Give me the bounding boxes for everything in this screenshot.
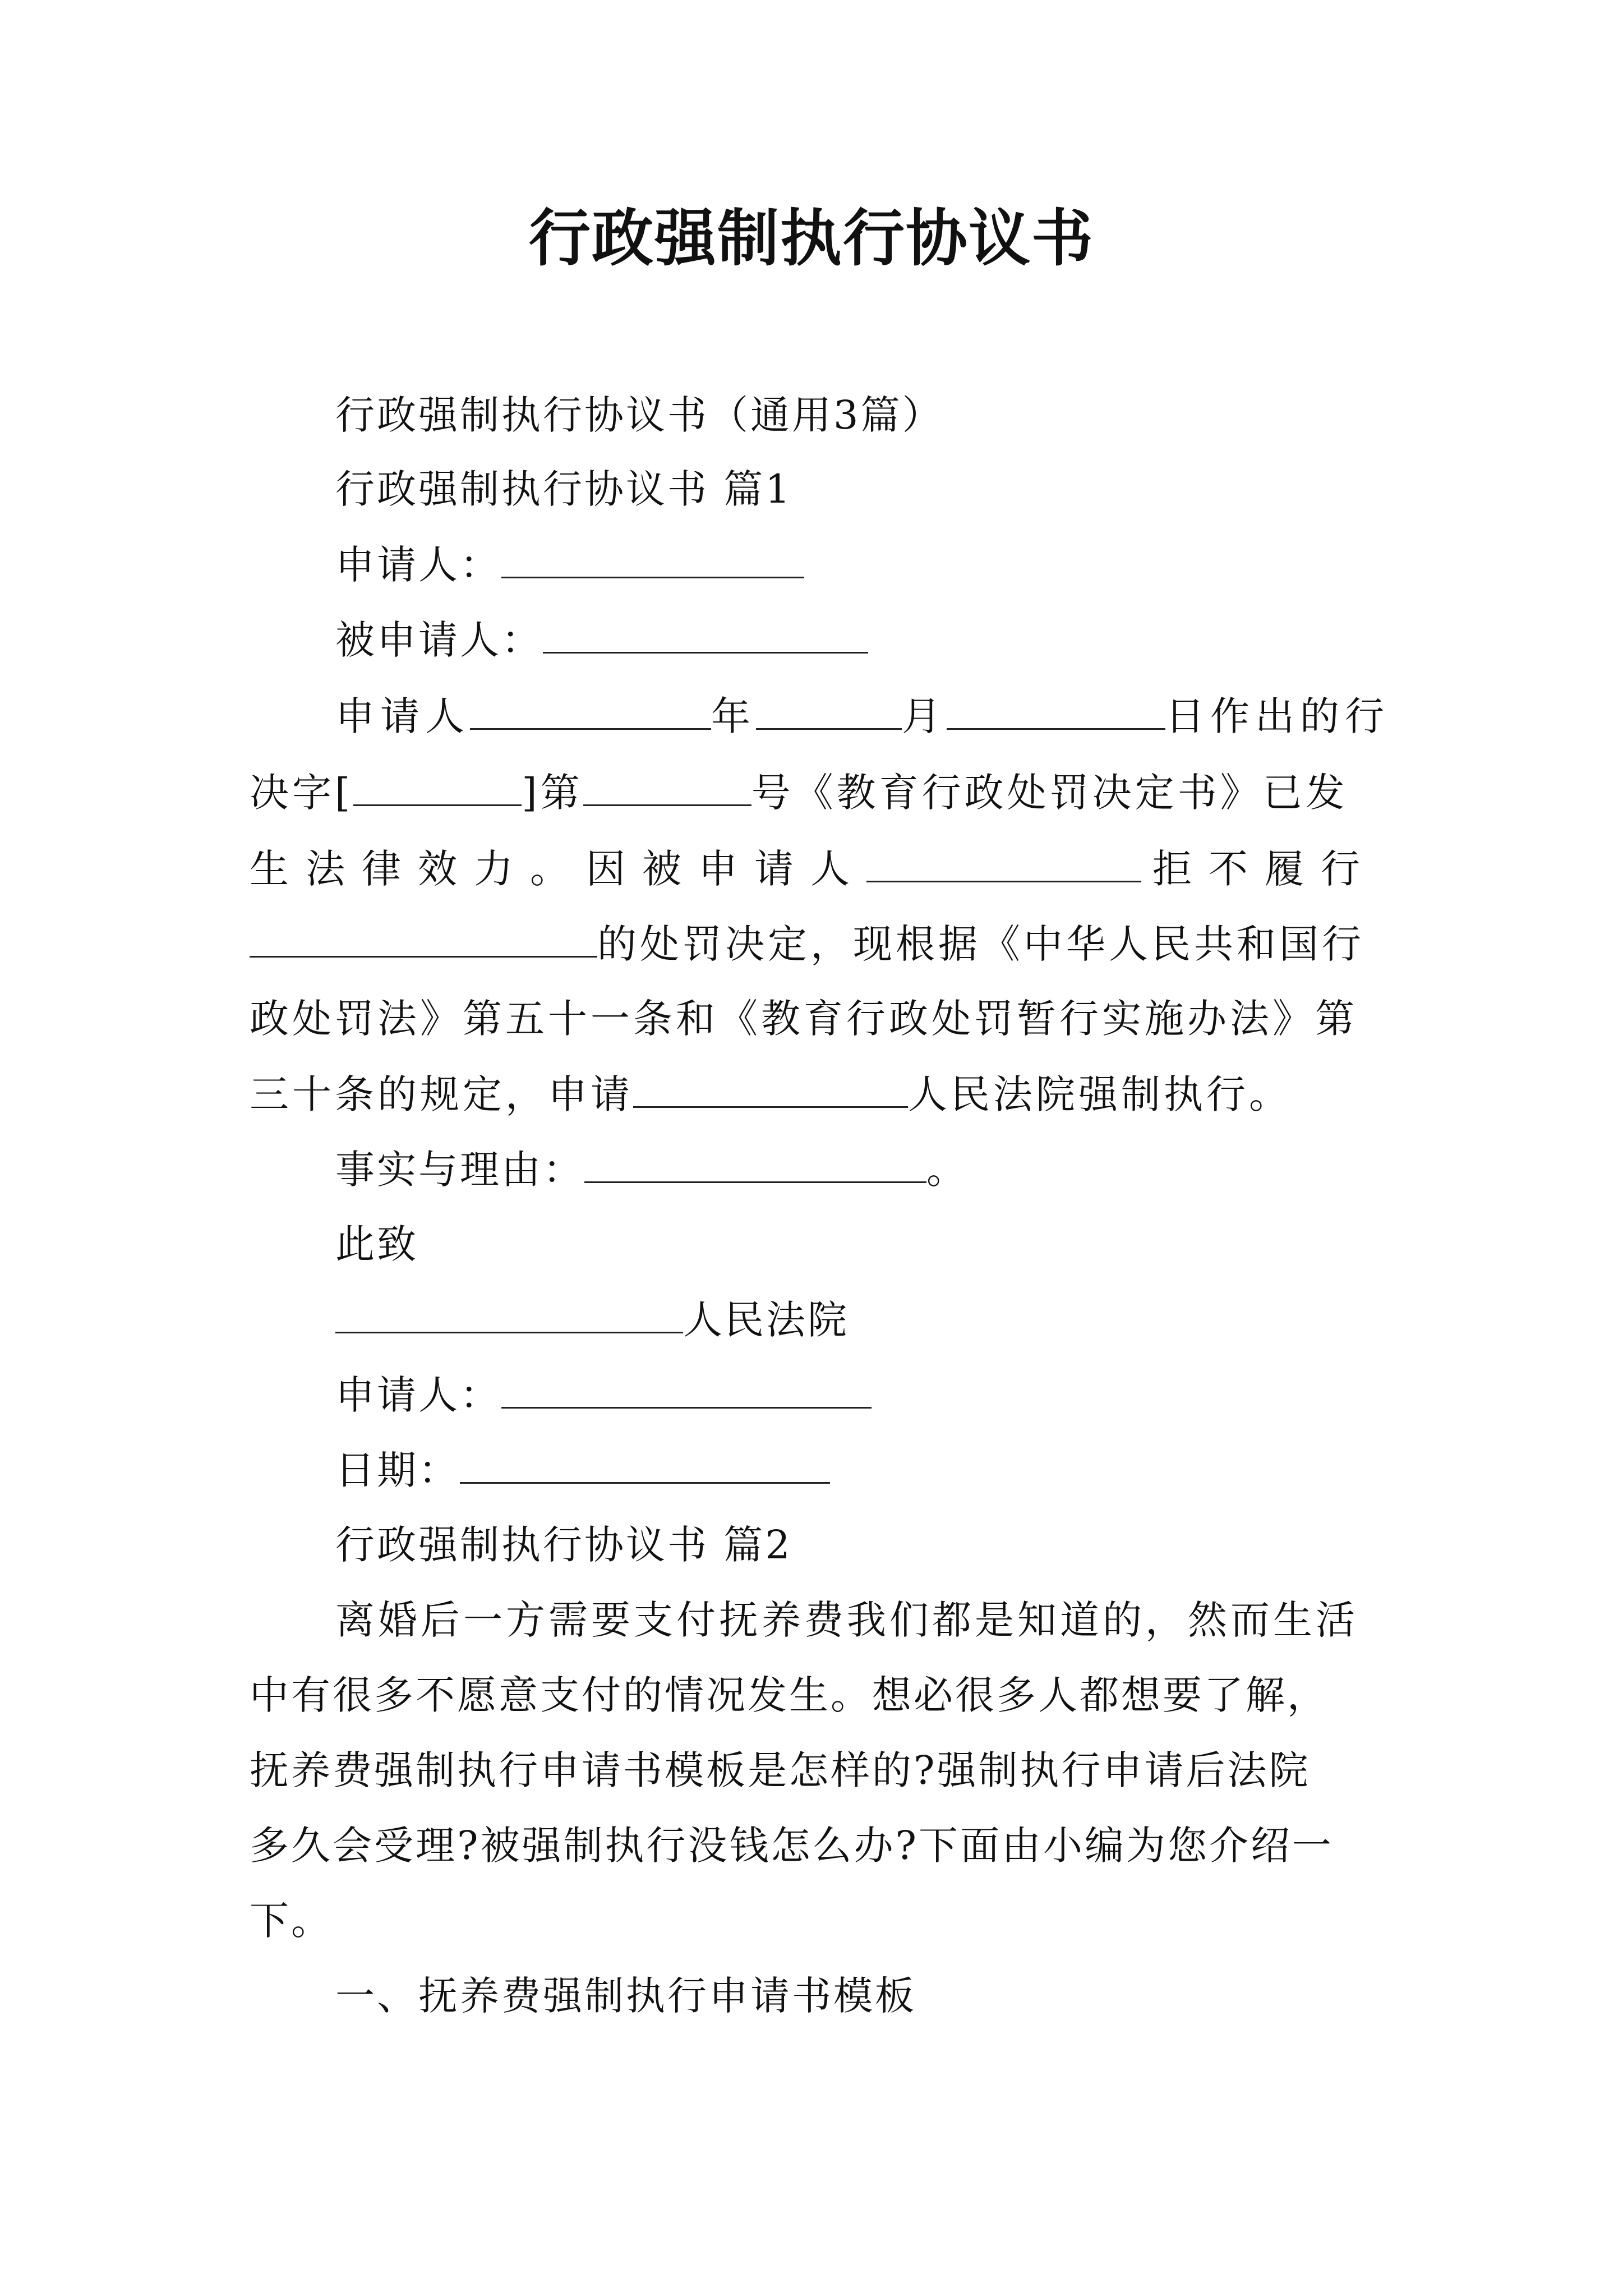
body-line-1-text-d: 日作出的行: [1165, 693, 1390, 739]
date-line: [335, 1442, 830, 1498]
section2-para-line-1: 离婚后一方需要支付抚养费我们都是知道的，然而生活: [335, 1597, 1358, 1643]
court-line: [335, 1291, 849, 1348]
body-line-3-text-b: 拒不履行: [1152, 846, 1377, 892]
facts-line: [335, 1141, 968, 1198]
body-line-1-blank-b[interactable]: [756, 688, 902, 730]
section2-para-line-4: 多久会受理?被强制执行没钱怎么办?下面由小编为您介绍一: [250, 1823, 1334, 1869]
section2-heading: 行政强制执行协议书 篇2: [335, 1522, 792, 1568]
body-line-3-blank[interactable]: [866, 840, 1141, 882]
intro-line: 行政强制执行协议书（通用3篇）: [335, 392, 944, 438]
body-line-2-text-b: ]第: [522, 770, 583, 816]
section2-para-line-3: 抚养费强制执行申请书模板是怎样的?强制执行申请后法院: [250, 1747, 1311, 1793]
body-line-2-blank-b[interactable]: [583, 764, 751, 806]
respondent-line: [335, 611, 868, 668]
date-label: 日期：: [335, 1447, 460, 1493]
body-line-5: 政处罚法》第五十一条和《教育行政处罚暂行实施办法》第: [250, 996, 1358, 1042]
applicant-blank[interactable]: [501, 536, 804, 578]
body-line-2: [250, 764, 1348, 821]
facts-label: 事实与理由：: [335, 1147, 584, 1193]
facts-end: 。: [926, 1147, 968, 1193]
applicant-label: 申请人：: [335, 542, 501, 588]
body-line-4-blank[interactable]: [250, 915, 597, 958]
document-title: 行政强制执行协议书: [529, 202, 1094, 274]
court-blank[interactable]: [335, 1291, 683, 1333]
body-line-2-text-a: 决字[: [250, 770, 354, 816]
sign-applicant-label: 申请人：: [335, 1372, 501, 1418]
body-line-6-text-a: 三十条的规定，申请: [250, 1071, 633, 1117]
court-suffix: 人民法院: [683, 1297, 849, 1343]
body-line-6: [250, 1066, 1292, 1122]
body-line-6-text-b: 人民法院强制执行。: [908, 1071, 1292, 1117]
body-line-3-text-a: 生法律效力。因被申请人: [250, 846, 866, 892]
date-blank[interactable]: [460, 1442, 830, 1484]
body-line-6-blank[interactable]: [633, 1066, 908, 1108]
body-line-1-text-a: 申请人: [335, 693, 470, 739]
salutation: 此致: [335, 1221, 418, 1267]
facts-blank[interactable]: [584, 1141, 926, 1183]
body-line-2-text-c: 号《教育行政处罚决定书》已发: [751, 770, 1348, 816]
body-line-1-text-b: 年: [711, 693, 756, 739]
body-line-1-blank-c[interactable]: [947, 688, 1165, 730]
section2-para-line-5: 下。: [250, 1898, 333, 1944]
applicant-line: [335, 536, 804, 593]
sign-applicant-blank[interactable]: [501, 1366, 872, 1409]
body-line-2-blank-a[interactable]: [353, 764, 522, 806]
body-line-3: [250, 840, 1377, 897]
sign-applicant-line: [335, 1366, 872, 1423]
section2-para-line-2: 中有很多不愿意支付的情况发生。想必很多人都想要了解，: [250, 1672, 1329, 1718]
respondent-blank[interactable]: [543, 611, 868, 654]
respondent-label: 被申请人：: [335, 617, 543, 663]
body-line-1: [335, 688, 1390, 744]
body-line-1-text-c: 月: [902, 693, 947, 739]
section1-heading: 行政强制执行协议书 篇1: [335, 466, 792, 512]
section2-subheading: 一、抚养费强制执行申请书模板: [335, 1973, 916, 2019]
body-line-1-blank-a[interactable]: [470, 688, 711, 730]
body-line-4-text: 的处罚决定，现根据《中华人民共和国行: [597, 921, 1364, 967]
body-line-4: [250, 915, 1364, 972]
